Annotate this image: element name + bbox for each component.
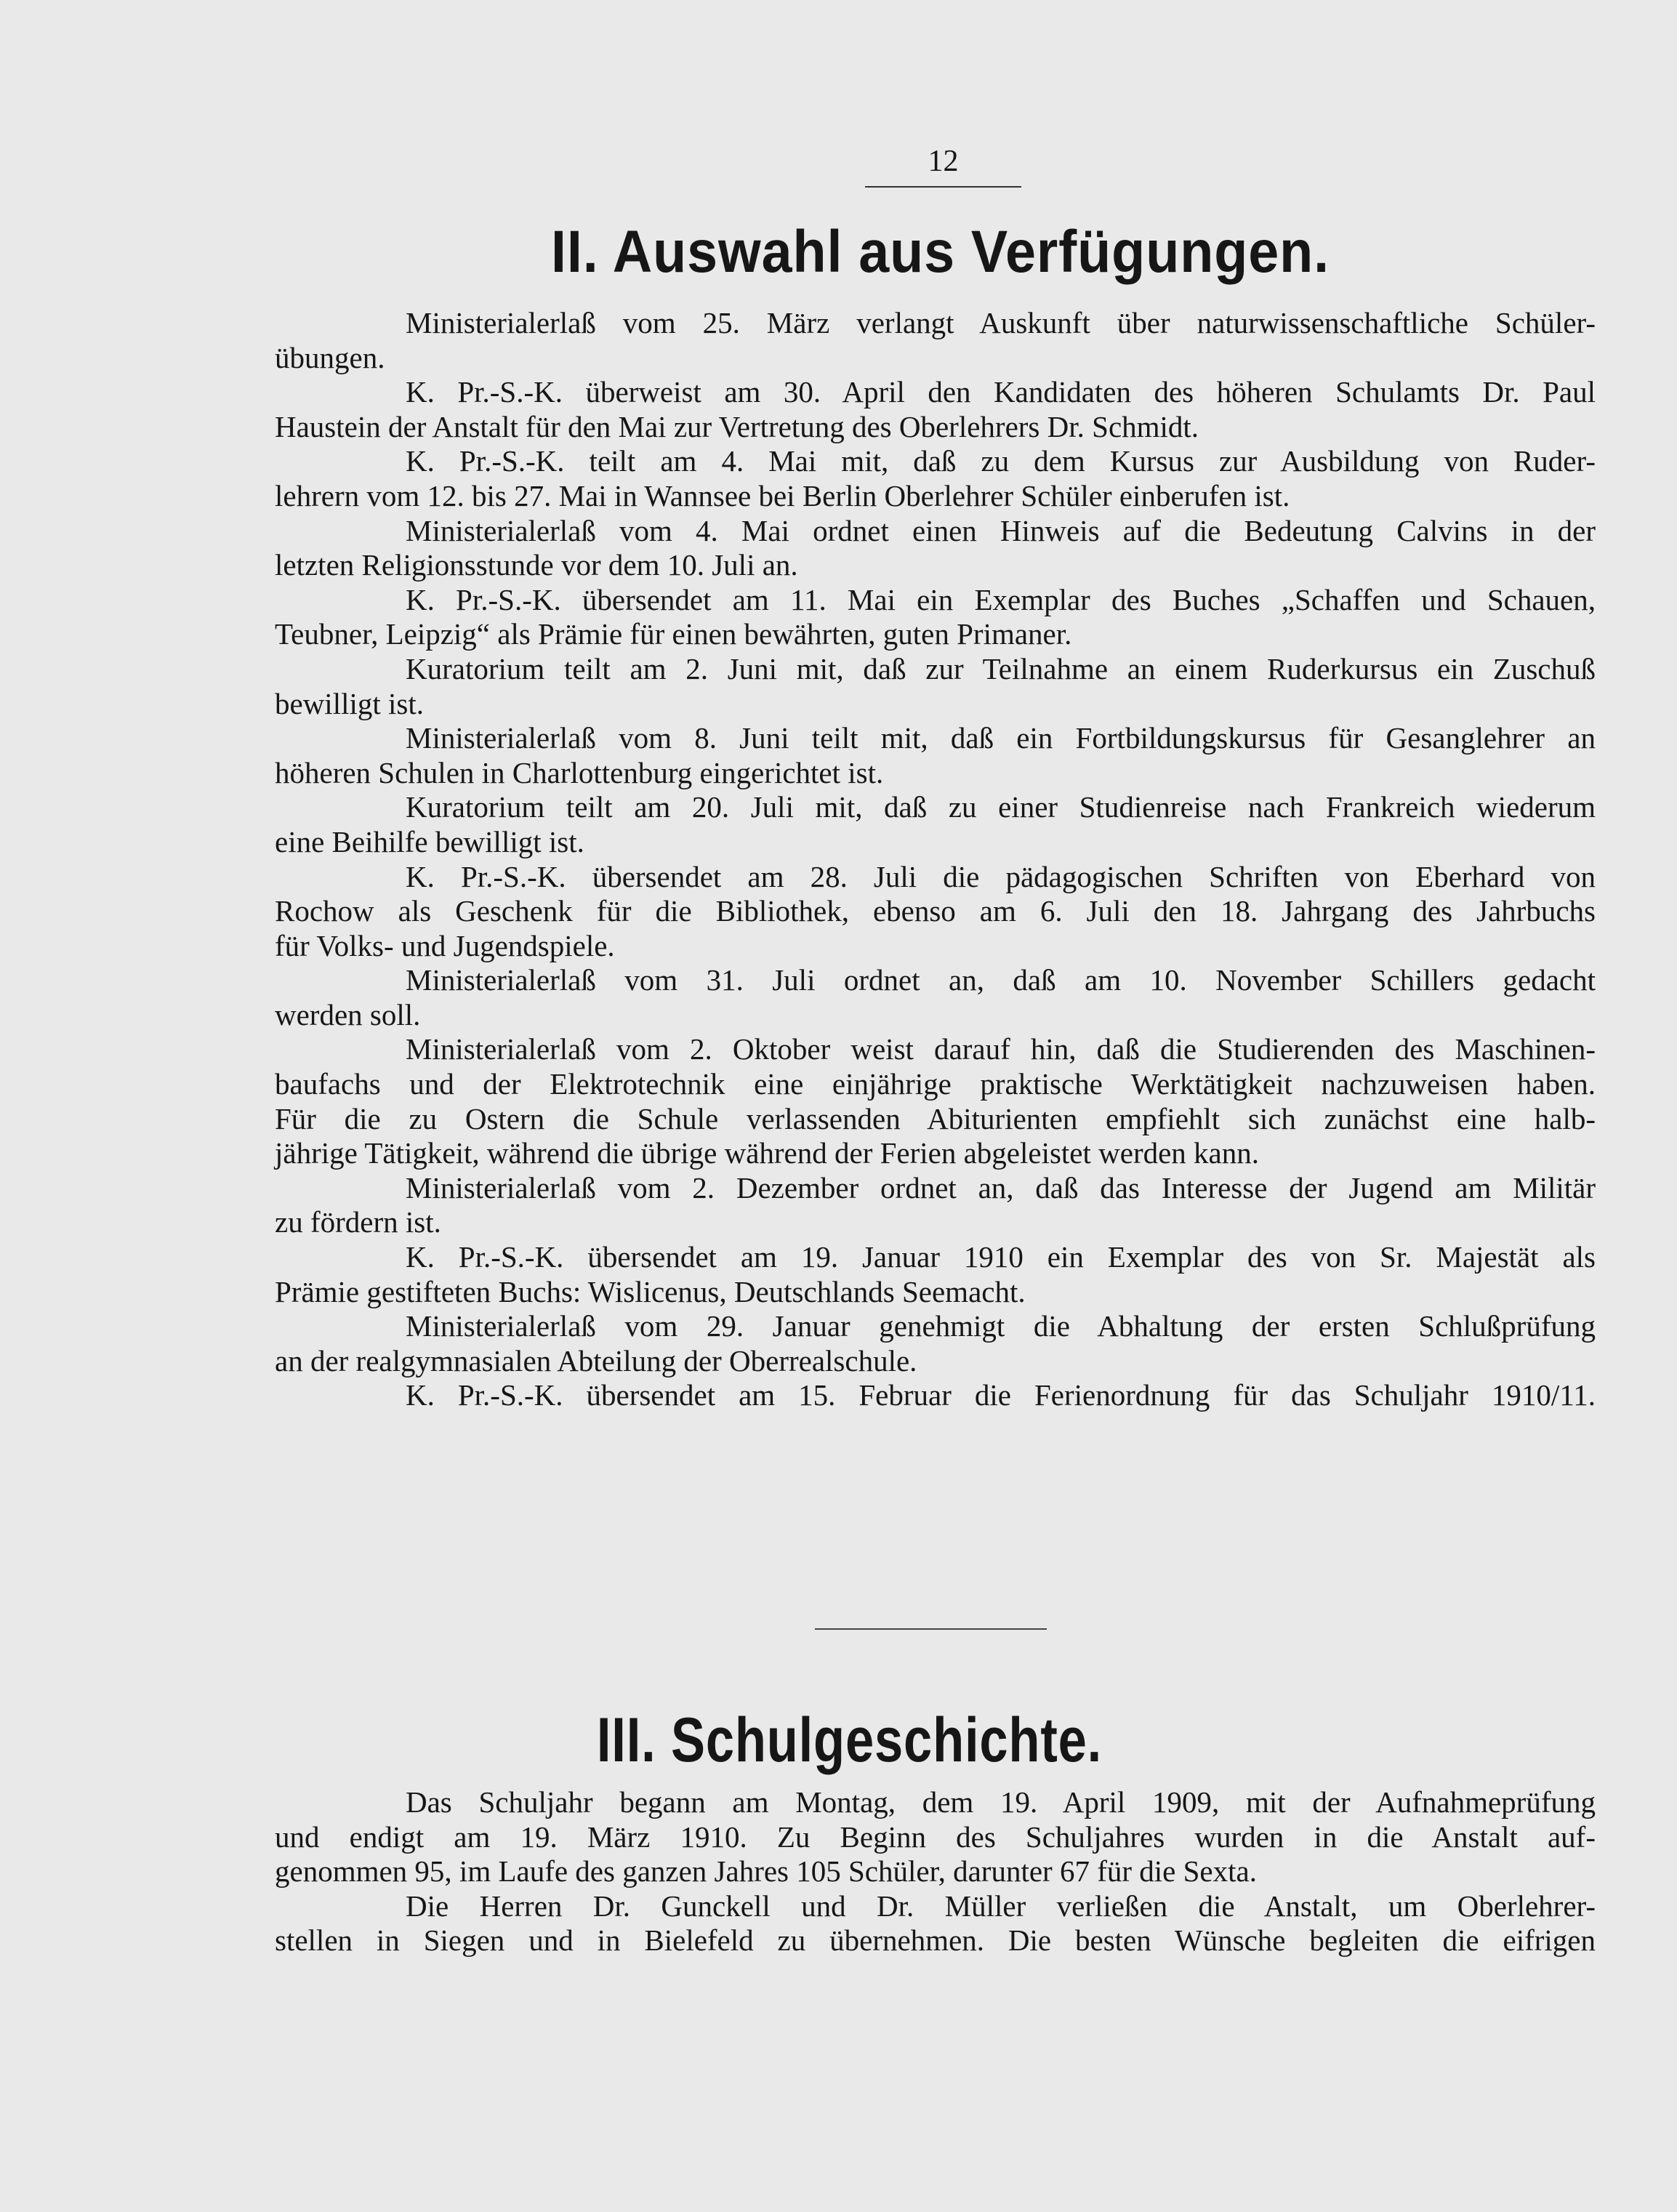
text-line: zu fördern ist. bbox=[275, 1205, 441, 1239]
text-line: jährige Tätigkeit, während die übrige während der Ferien abgeleistet werden kann. bbox=[275, 1136, 1260, 1170]
text-line: Rochow als Geschenk für die Bibliothek, ebenso am 6. Juli den 18. Jahrgang des Jahrbuchs bbox=[275, 894, 1596, 928]
text-line: eine Beihilfe bewilligt ist. bbox=[275, 824, 584, 858]
page-number-rule bbox=[865, 186, 1021, 188]
text-line: Ministerialerlaß vom 29. Januar genehmigt die Abhaltung der ersten Schlußprüfung bbox=[406, 1309, 1596, 1343]
text-line: Ministerialerlaß vom 4. Mai ordnet einen Hinweis auf die Bedeutung Calvins in der bbox=[406, 513, 1596, 547]
text-line: K. Pr.-S.-K. teilt am 4. Mai mit, daß zu dem Kursus zur Ausbildung von Ruder- bbox=[406, 444, 1596, 478]
text-line: letzten Religionsstunde vor dem 10. Juli an. bbox=[275, 548, 798, 582]
text-line: werden soll. bbox=[275, 997, 421, 1031]
text-line: K. Pr.-S.-K. überweist am 30. April den Kandidaten des höheren Schulamts Dr. Paul bbox=[406, 375, 1596, 409]
text-line: lehrern vom 12. bis 27. Mai in Wannsee bei Berlin Oberlehrer Schüler einberufen ist. bbox=[275, 478, 1290, 512]
text-line: Das Schuljahr begann am Montag, dem 19. April 1909, mit der Aufnahmeprüfung bbox=[406, 1785, 1596, 1819]
text-line: bewilligt ist. bbox=[275, 686, 424, 720]
text-line: K. Pr.-S.-K. übersendet am 11. Mai ein Exemplar des Buches „Schaffen und Schauen, bbox=[406, 582, 1596, 616]
text-line: Ministerialerlaß vom 2. Dezember ordnet an, daß das Interesse der Jugend am Militär bbox=[406, 1170, 1596, 1204]
text-line: Ministerialerlaß vom 31. Juli ordnet an, daß am 10. November Schillers gedacht bbox=[406, 963, 1596, 997]
text-line: Die Herren Dr. Gunckell und Dr. Müller verließen die Anstalt, um Oberlehrer- bbox=[406, 1889, 1596, 1923]
section-verfuegungen-body bbox=[275, 306, 1596, 1413]
text-line: genommen 95, im Laufe des ganzen Jahres 105 Schüler, darunter 67 für die Sexta. bbox=[275, 1854, 1257, 1889]
text-line: Teubner, Leipzig“ als Prämie für einen bewährten, guten Primaner. bbox=[275, 617, 1072, 651]
text-line: Ministerialerlaß vom 25. März verlangt Auskunft über naturwissenschaftliche Schüler- bbox=[406, 306, 1596, 339]
section-heading-schulgeschichte: III. Schulgeschichte. bbox=[596, 1705, 1103, 1775]
text-line: an der realgymnasialen Abteilung der Oberrealschule. bbox=[275, 1343, 917, 1378]
text-line: höheren Schulen in Charlottenburg eingerichtet ist. bbox=[275, 755, 884, 789]
text-line: stellen in Siegen und in Bielefeld zu übernehmen. Die besten Wünsche begleiten die eifrigen bbox=[275, 1923, 1596, 1958]
text-line: K. Pr.-S.-K. übersendet am 15. Februar die Ferienordnung für das Schuljahr 1910/11. bbox=[406, 1378, 1596, 1412]
text-line: Kuratorium teilt am 20. Juli mit, daß zu einer Studienreise nach Frankreich wiederum bbox=[406, 790, 1596, 824]
text-line: K. Pr.-S.-K. übersendet am 19. Januar 1910 ein Exemplar des von Sr. Majestät als bbox=[406, 1240, 1596, 1274]
text-line: übungen. bbox=[275, 340, 385, 374]
section-heading-verfuegungen: II. Auswahl aus Verfügungen. bbox=[551, 219, 1330, 285]
text-line: Für die zu Ostern die Schule verlassenden Abiturienten empfiehlt sich zunächst eine halb- bbox=[275, 1101, 1596, 1135]
text-line: und endigt am 19. März 1910. Zu Beginn des Schuljahres wurden in die Anstalt auf- bbox=[275, 1819, 1596, 1854]
text-line: Ministerialerlaß vom 2. Oktober weist darauf hin, daß die Studierenden des Maschinen- bbox=[406, 1032, 1596, 1066]
text-line: Haustein der Anstalt für den Mai zur Vertretung des Oberlehrers Dr. Schmidt. bbox=[275, 409, 1199, 443]
text-line: Kuratorium teilt am 2. Juni mit, daß zur Teilnahme an einem Ruderkursus ein Zuschuß bbox=[406, 651, 1596, 685]
section-divider bbox=[815, 1628, 1047, 1630]
section-schulgeschichte-body bbox=[275, 1785, 1596, 1958]
text-line: baufachs und der Elektrotechnik eine einjährige praktische Werktätigkeit nachzuweisen haben. bbox=[275, 1067, 1596, 1101]
page-number: 12 bbox=[928, 145, 959, 178]
text-line: Ministerialerlaß vom 8. Juni teilt mit, daß ein Fortbildungskursus für Gesanglehrer an bbox=[406, 721, 1596, 755]
text-line: Prämie gestifteten Buchs: Wislicenus, Deutschlands Seemacht. bbox=[275, 1274, 1026, 1308]
text-line: für Volks- und Jugendspiele. bbox=[275, 928, 615, 962]
text-line: K. Pr.-S.-K. übersendet am 28. Juli die pädagogischen Schriften von Eberhard von bbox=[406, 859, 1596, 893]
